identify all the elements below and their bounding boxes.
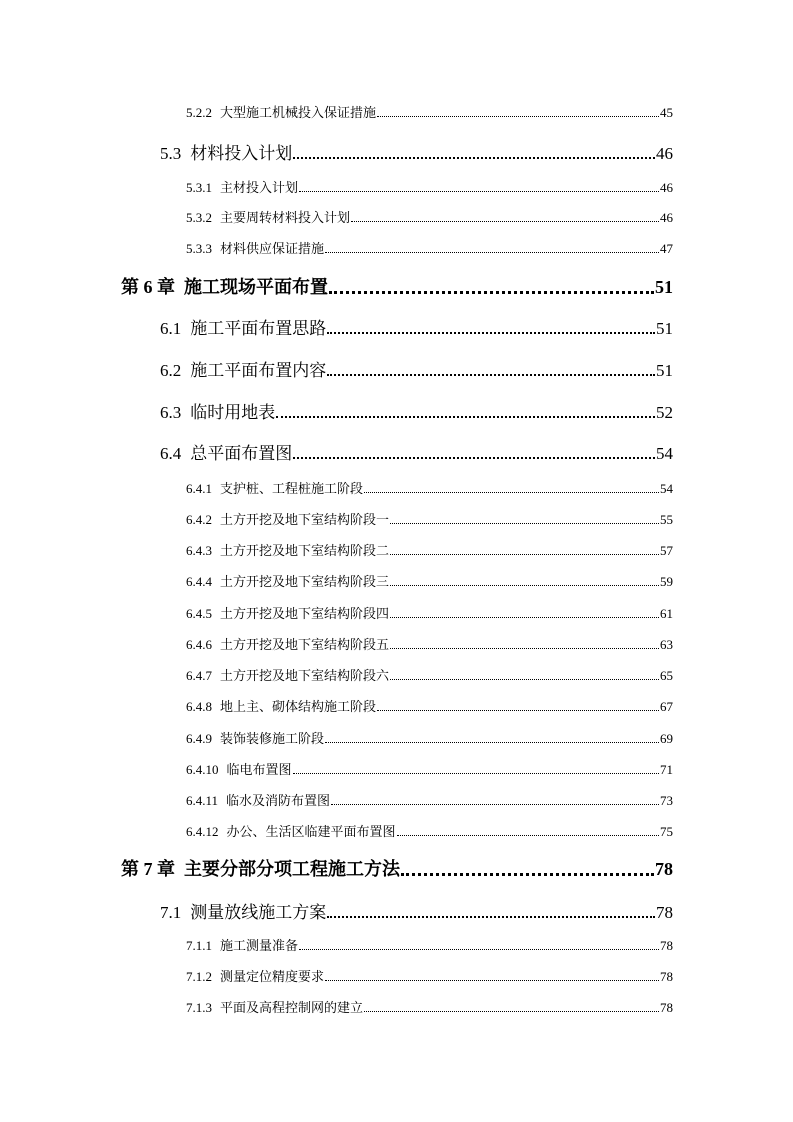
toc-page-number: 46 <box>660 210 673 225</box>
toc-leader <box>293 157 655 159</box>
toc-page-number: 47 <box>660 241 673 256</box>
toc-title: 材料投入计划 <box>190 144 293 163</box>
toc-title: 大型施工机械投入保证措施 <box>220 105 377 120</box>
toc-title: 临时用地表 <box>190 403 276 422</box>
toc-title: 临电布置图 <box>226 762 292 777</box>
toc-entry[interactable] <box>186 634 673 653</box>
toc-number: 5.3.1 <box>186 180 212 195</box>
toc-number: 7.1.1 <box>186 938 212 953</box>
toc-title: 总平面布置图 <box>190 444 293 463</box>
toc-title: 主要周转材料投入计划 <box>220 210 351 225</box>
toc-page-number: 51 <box>656 361 673 380</box>
toc-entry[interactable] <box>186 966 673 985</box>
toc-page-number: 78 <box>660 969 673 984</box>
toc-leader <box>329 291 654 294</box>
toc-page-number: 55 <box>660 512 673 527</box>
toc-leader <box>327 916 655 918</box>
toc-number: 第 7 章 <box>121 859 175 879</box>
toc-number: 6.4.10 <box>186 762 219 777</box>
toc-entry[interactable] <box>186 603 673 622</box>
toc-number: 6.4.3 <box>186 543 212 558</box>
toc-entry[interactable] <box>186 571 673 590</box>
toc-number: 6.4.9 <box>186 731 212 746</box>
toc-page-number: 45 <box>660 105 673 120</box>
toc-page-number: 75 <box>660 824 673 839</box>
toc-entry[interactable] <box>186 478 673 497</box>
toc-page-number: 51 <box>656 319 673 338</box>
toc-page-number: 46 <box>660 180 673 195</box>
toc-number: 6.4.12 <box>186 824 219 839</box>
toc-page-number: 54 <box>656 444 673 463</box>
toc-leader <box>364 1011 659 1012</box>
toc-entry[interactable] <box>186 790 673 809</box>
toc-number: 7.1.2 <box>186 969 212 984</box>
toc-entry[interactable] <box>186 177 673 196</box>
toc-leader <box>390 679 659 680</box>
toc-entry[interactable] <box>160 356 673 381</box>
toc-page-number: 67 <box>660 699 673 714</box>
toc-leader <box>293 773 659 774</box>
toc-number: 6.4.2 <box>186 512 212 527</box>
toc-entry[interactable] <box>160 314 673 339</box>
toc-number: 6.4.5 <box>186 606 212 621</box>
toc-leader <box>293 457 655 459</box>
toc-title: 施工测量准备 <box>220 938 299 953</box>
toc-number: 第 6 章 <box>121 277 175 297</box>
toc-leader <box>327 332 655 334</box>
toc-leader <box>390 523 659 524</box>
toc-leader <box>377 116 659 117</box>
toc-number: 5.3 <box>160 144 182 163</box>
toc-number: 7.1.3 <box>186 1000 212 1015</box>
toc-title: 土方开挖及地下室结构阶段二 <box>220 543 390 558</box>
toc-number: 6.4.11 <box>186 793 219 808</box>
toc-title: 测量定位精度要求 <box>220 969 325 984</box>
toc-page-number: 78 <box>660 938 673 953</box>
toc-entry[interactable] <box>160 398 673 423</box>
toc-leader <box>299 949 659 950</box>
toc-title: 施工平面布置思路 <box>190 319 327 338</box>
toc-title: 土方开挖及地下室结构阶段六 <box>220 668 390 683</box>
toc-chapter-entry[interactable] <box>121 273 673 299</box>
toc-entry[interactable] <box>160 439 673 464</box>
toc-number: 5.3.2 <box>186 210 212 225</box>
toc-entry[interactable] <box>186 728 673 747</box>
toc-entry[interactable] <box>186 509 673 528</box>
toc-leader <box>299 191 659 192</box>
toc-page-number: 46 <box>656 144 673 163</box>
toc-entry[interactable] <box>186 207 673 226</box>
toc-entry[interactable] <box>186 935 673 954</box>
toc-leader <box>390 554 659 555</box>
toc-page-number: 54 <box>660 481 673 496</box>
toc-page-number: 63 <box>660 637 673 652</box>
toc-page-number: 78 <box>655 859 673 879</box>
toc-chapter-entry[interactable] <box>121 855 673 881</box>
toc-number: 6.4.8 <box>186 699 212 714</box>
toc-number: 6.2 <box>160 361 182 380</box>
toc-title: 地上主、砌体结构施工阶段 <box>220 699 377 714</box>
toc-leader <box>390 585 659 586</box>
toc-entry[interactable] <box>186 665 673 684</box>
toc-title: 测量放线施工方案 <box>190 903 327 922</box>
toc-title: 支护桩、工程桩施工阶段 <box>220 481 364 496</box>
toc-title: 土方开挖及地下室结构阶段三 <box>220 574 390 589</box>
toc-page-number: 65 <box>660 668 673 683</box>
toc-title: 土方开挖及地下室结构阶段一 <box>220 512 390 527</box>
toc-page-number: 59 <box>660 574 673 589</box>
toc-number: 5.3.3 <box>186 241 212 256</box>
toc-leader <box>364 492 659 493</box>
toc-title: 施工平面布置内容 <box>190 361 327 380</box>
toc-leader <box>377 710 659 711</box>
toc-page-number: 61 <box>660 606 673 621</box>
toc-entry[interactable] <box>186 696 673 715</box>
toc-leader <box>351 221 659 222</box>
toc-number: 6.4.4 <box>186 574 212 589</box>
toc-title: 平面及高程控制网的建立 <box>220 1000 364 1015</box>
toc-entry[interactable] <box>186 102 673 121</box>
toc-leader <box>325 742 659 743</box>
toc-title: 材料供应保证措施 <box>220 241 325 256</box>
toc-entry[interactable] <box>186 759 673 778</box>
toc-number: 6.3 <box>160 403 182 422</box>
toc-title: 主材投入计划 <box>220 180 299 195</box>
toc-leader <box>325 252 659 253</box>
toc-number: 6.4.1 <box>186 481 212 496</box>
toc-title: 土方开挖及地下室结构阶段五 <box>220 637 390 652</box>
toc-leader <box>390 648 659 649</box>
toc-title: 办公、生活区临建平面布置图 <box>226 824 396 839</box>
toc-number: 6.4 <box>160 444 182 463</box>
toc-page-number: 78 <box>660 1000 673 1015</box>
toc-number: 6.4.7 <box>186 668 212 683</box>
toc-number: 7.1 <box>160 903 182 922</box>
toc-title: 土方开挖及地下室结构阶段四 <box>220 606 390 621</box>
toc-title: 施工现场平面布置 <box>184 277 328 297</box>
toc-entry[interactable] <box>186 238 673 257</box>
toc-leader <box>401 873 654 876</box>
toc-number: 6.4.6 <box>186 637 212 652</box>
toc-entry[interactable] <box>186 997 673 1016</box>
toc-leader <box>397 835 659 836</box>
toc-leader <box>325 980 659 981</box>
toc-page-number: 51 <box>655 277 673 297</box>
toc-number: 5.2.2 <box>186 105 212 120</box>
toc-title: 临水及消防布置图 <box>226 793 331 808</box>
toc-entry[interactable] <box>186 540 673 559</box>
toc-number: 6.1 <box>160 319 182 338</box>
toc-leader <box>390 617 659 618</box>
toc-page-number: 73 <box>660 793 673 808</box>
toc-page-number: 69 <box>660 731 673 746</box>
toc-entry[interactable] <box>186 821 673 840</box>
toc-page-number: 52 <box>656 403 673 422</box>
toc-page-number: 78 <box>656 903 673 922</box>
toc-page-number: 57 <box>660 543 673 558</box>
toc-leader <box>331 804 659 805</box>
toc-page-number: 71 <box>660 762 673 777</box>
toc-title: 主要分部分项工程施工方法 <box>184 859 400 879</box>
toc-title: 装饰装修施工阶段 <box>220 731 325 746</box>
toc-leader <box>276 416 655 418</box>
toc-entry[interactable] <box>160 898 673 923</box>
toc-leader <box>327 374 655 376</box>
toc-entry[interactable] <box>160 139 673 164</box>
